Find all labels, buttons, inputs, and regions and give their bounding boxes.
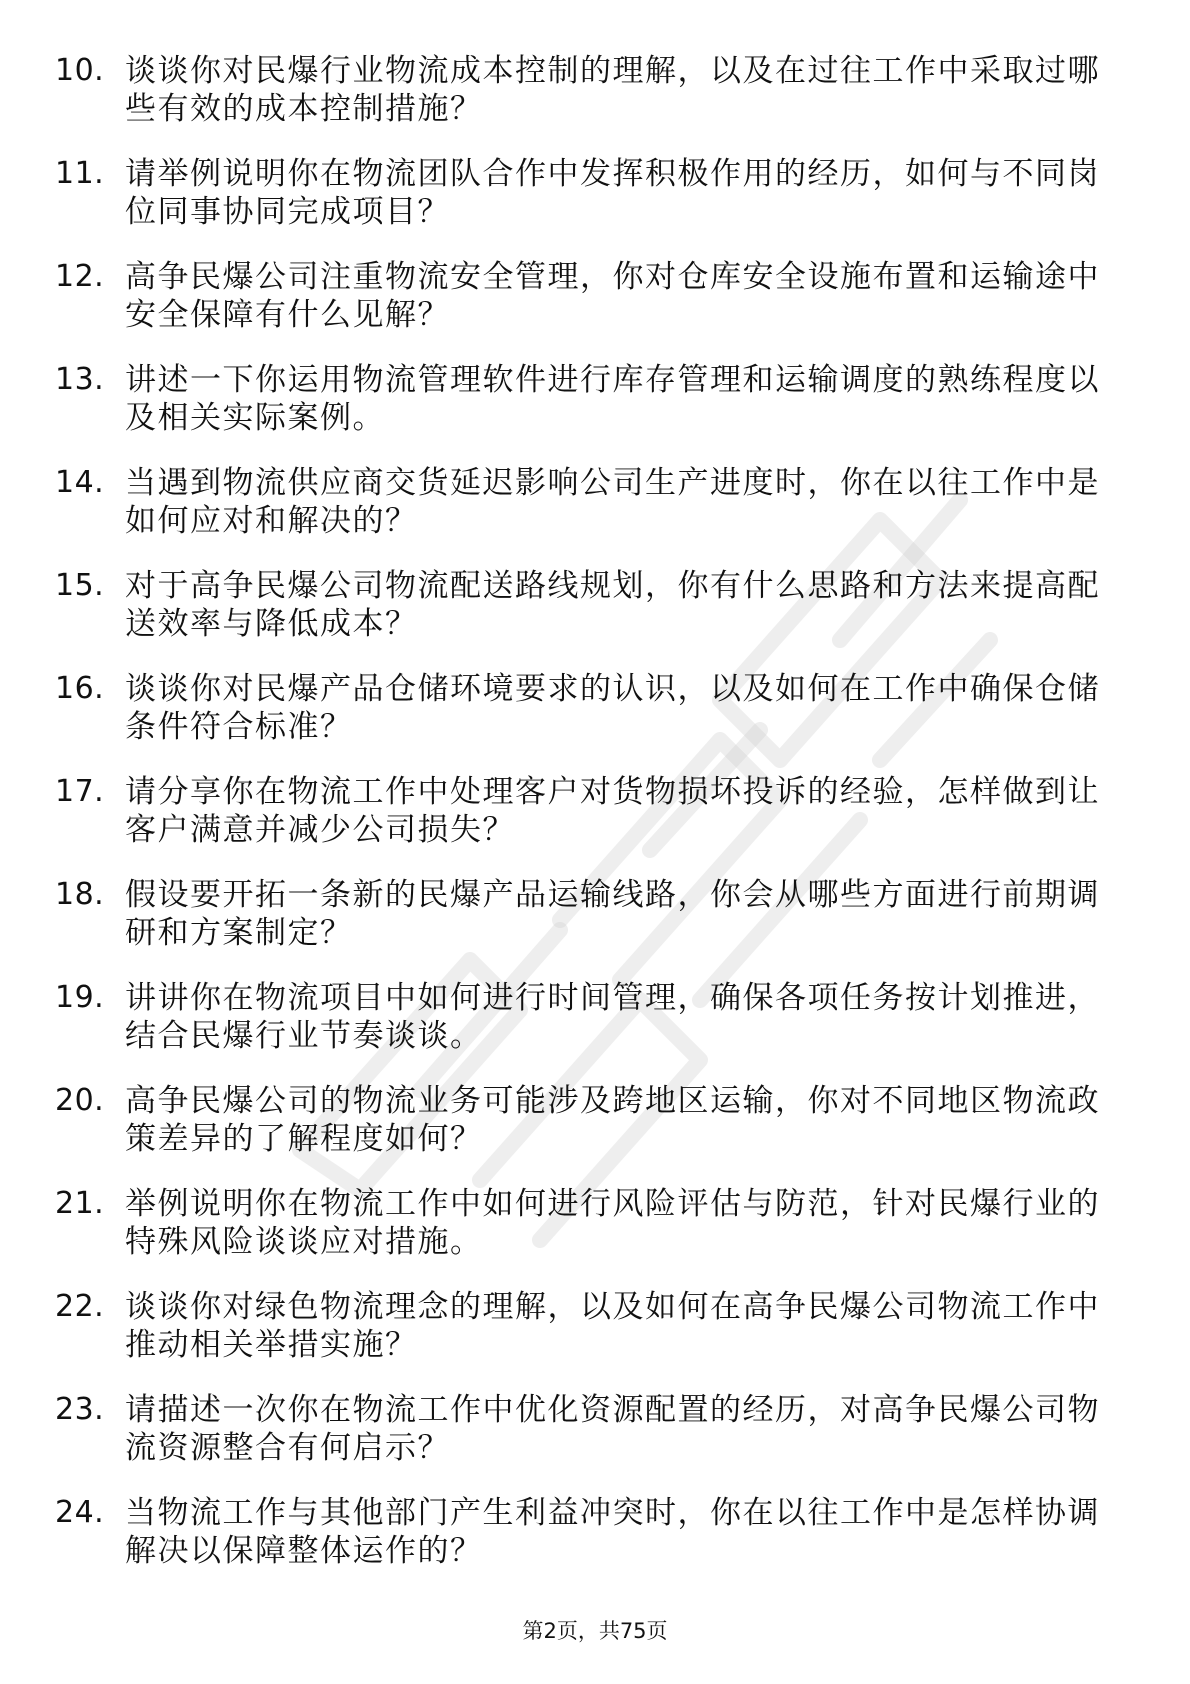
question-item xyxy=(55,361,1115,464)
question-text: 谈谈你对民爆产品仓储环境要求的认识，以及如何在工作中确保仓储条件符合标准？ xyxy=(125,671,1100,745)
question-number: 12. xyxy=(55,259,105,294)
question-item xyxy=(55,670,1115,773)
question-text: 请描述一次你在物流工作中优化资源配置的经历，对高争民爆公司物流资源整合有何启示？ xyxy=(125,1392,1100,1466)
page-indicator: 第2页，共75页 xyxy=(522,1619,668,1643)
question-number: 16. xyxy=(55,671,105,706)
question-item xyxy=(55,1082,1115,1185)
question-number: 22. xyxy=(55,1289,105,1324)
question-text: 谈谈你对民爆行业物流成本控制的理解，以及在过往工作中采取过哪些有效的成本控制措施？ xyxy=(125,53,1100,127)
question-number: 14. xyxy=(55,465,105,500)
question-text: 当物流工作与其他部门产生利益冲突时，你在以往工作中是怎样协调解决以保障整体运作的？ xyxy=(125,1495,1100,1569)
question-list xyxy=(55,52,1115,1597)
question-item xyxy=(55,1185,1115,1288)
question-text: 讲讲你在物流项目中如何进行时间管理，确保各项任务按计划推进，结合民爆行业节奏谈谈。 xyxy=(125,980,1100,1054)
question-text: 请举例说明你在物流团队合作中发挥积极作用的经历，如何与不同岗位同事协同完成项目？ xyxy=(125,156,1100,230)
question-item xyxy=(55,258,1115,361)
question-item xyxy=(55,1391,1115,1494)
question-item xyxy=(55,155,1115,258)
question-item xyxy=(55,464,1115,567)
question-text: 高争民爆公司的物流业务可能涉及跨地区运输，你对不同地区物流政策差异的了解程度如何？ xyxy=(125,1083,1100,1157)
question-item xyxy=(55,52,1115,155)
question-number: 13. xyxy=(55,362,105,397)
question-number: 23. xyxy=(55,1392,105,1427)
question-number: 11. xyxy=(55,156,105,191)
question-number: 20. xyxy=(55,1083,105,1118)
question-number: 17. xyxy=(55,774,105,809)
question-text: 举例说明你在物流工作中如何进行风险评估与防范，针对民爆行业的特殊风险谈谈应对措施。 xyxy=(125,1186,1100,1260)
question-number: 24. xyxy=(55,1495,105,1530)
question-number: 10. xyxy=(55,53,105,88)
question-text: 对于高争民爆公司物流配送路线规划，你有什么思路和方法来提高配送效率与降低成本？ xyxy=(125,568,1100,642)
question-text: 讲述一下你运用物流管理软件进行库存管理和运输调度的熟练程度以及相关实际案例。 xyxy=(125,362,1100,436)
question-text: 当遇到物流供应商交货延迟影响公司生产进度时，你在以往工作中是如何应对和解决的？ xyxy=(125,465,1100,539)
question-number: 19. xyxy=(55,980,105,1015)
question-item xyxy=(55,773,1115,876)
question-item xyxy=(55,1288,1115,1391)
question-item xyxy=(55,567,1115,670)
question-item xyxy=(55,1494,1115,1597)
question-text: 谈谈你对绿色物流理念的理解，以及如何在高争民爆公司物流工作中推动相关举措实施？ xyxy=(125,1289,1100,1363)
question-text: 高争民爆公司注重物流安全管理，你对仓库安全设施布置和运输途中安全保障有什么见解？ xyxy=(125,259,1100,333)
question-text: 假设要开拓一条新的民爆产品运输线路，你会从哪些方面进行前期调研和方案制定？ xyxy=(125,877,1100,951)
question-number: 21. xyxy=(55,1186,105,1221)
question-text: 请分享你在物流工作中处理客户对货物损坏投诉的经验，怎样做到让客户满意并减少公司损失？ xyxy=(125,774,1100,848)
question-item xyxy=(55,979,1115,1082)
question-number: 18. xyxy=(55,877,105,912)
question-item xyxy=(55,876,1115,979)
question-number: 15. xyxy=(55,568,105,603)
